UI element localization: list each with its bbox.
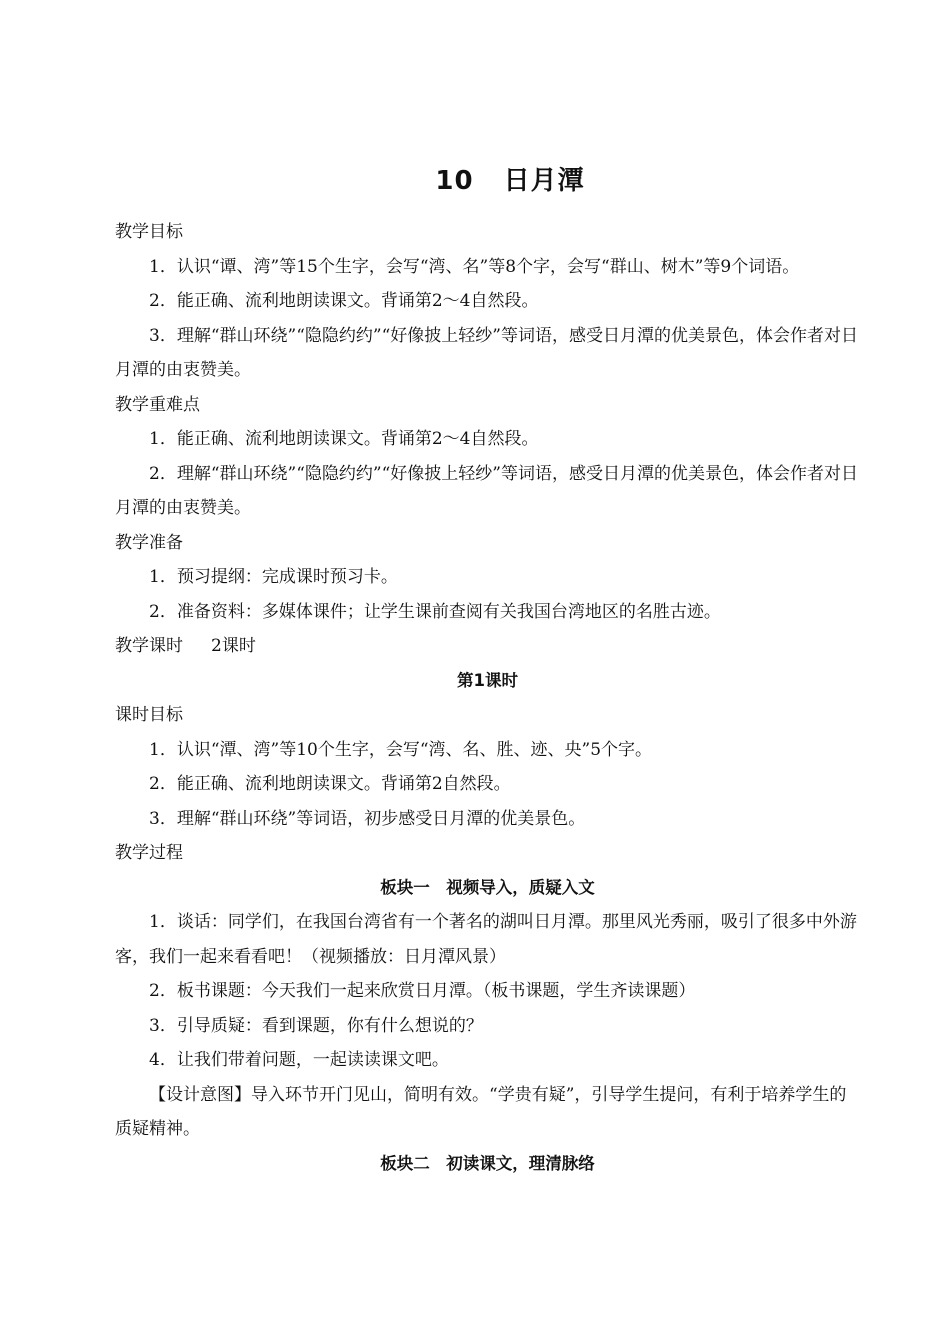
key-point-item: 1．能正确、流利地朗读课文。背诵第2～4自然段。 — [149, 429, 539, 449]
prep-heading: 教学准备 — [115, 532, 183, 553]
block1-item: 1．谈话：同学们，在我国台湾省有一个著名的湖叫日月潭。那里风光秀丽，吸引了很多中外游客，我们一起来看看吧！（视频播放：日月潭风景） — [115, 912, 857, 967]
key-point-item: 2．理解“群山环绕”“隐隐约约”“好像披上轻纱”等词语，感受日月潭的优美景色，体会作者对日月潭的由衷赞美。 — [115, 463, 858, 518]
hours-value: 2课时 — [211, 636, 256, 656]
goal-item: 3．理解“群山环绕”“隐隐约约”“好像披上轻纱”等词语，感受日月潭的优美景色，体会作者对日月潭的由衷赞美。 — [115, 325, 858, 380]
prep-item: 2．准备资料：多媒体课件；让学生课前查阅有关我国台湾地区的名胜古迹。 — [149, 601, 721, 622]
lesson1-title: 第1课时 — [457, 670, 518, 690]
design-intent: 【设计意图】导入环节开门见山，简明有效。“学贵有疑”，引导学生提问，有利于培养学生的质疑精神。 — [115, 1084, 847, 1139]
lesson-goal-item: 3．理解“群山环绕”等词语，初步感受日月潭的优美景色。 — [149, 808, 586, 829]
lesson-number: 10 — [435, 166, 474, 196]
block1-title: 板块一 视频导入，质疑入文 — [380, 877, 595, 897]
block2-title: 板块二 初读课文，理清脉络 — [380, 1153, 595, 1173]
block1-item: 3．引导质疑：看到课题，你有什么想说的？ — [149, 1015, 483, 1036]
key-points-heading: 教学重难点 — [115, 394, 200, 415]
block1-item: 2．板书课题：今天我们一起来欣赏日月潭。（板书课题，学生齐读课题） — [149, 981, 696, 1001]
lesson-goals-heading: 课时目标 — [115, 705, 183, 725]
goals-heading: 教学目标 — [115, 222, 183, 242]
goal-item: 2．能正确、流利地朗读课文。背诵第2～4自然段。 — [149, 291, 539, 311]
block1-item: 4．让我们带着问题，一起读读课文吧。 — [149, 1050, 449, 1070]
lesson-goal-item: 2．能正确、流利地朗读课文。背诵第2自然段。 — [149, 774, 511, 794]
page-title — [0, 160, 950, 197]
prep-item: 1．预习提纲：完成课时预习卡。 — [149, 567, 398, 587]
goal-item: 1．认识“谭、湾”等15个生字，会写“湾、名”等8个字，会写“群山、树木”等9个词语。 — [149, 256, 800, 277]
lesson-title: 日月潭 — [503, 166, 585, 196]
process-heading: 教学过程 — [115, 843, 183, 863]
hours-line — [115, 629, 860, 664]
hours-label: 教学课时 — [115, 636, 183, 656]
document-body — [115, 215, 860, 1181]
lesson-goal-item: 1．认识“潭、湾”等10个生字，会写“湾、名、胜、迹、央”5个字。 — [149, 739, 653, 760]
